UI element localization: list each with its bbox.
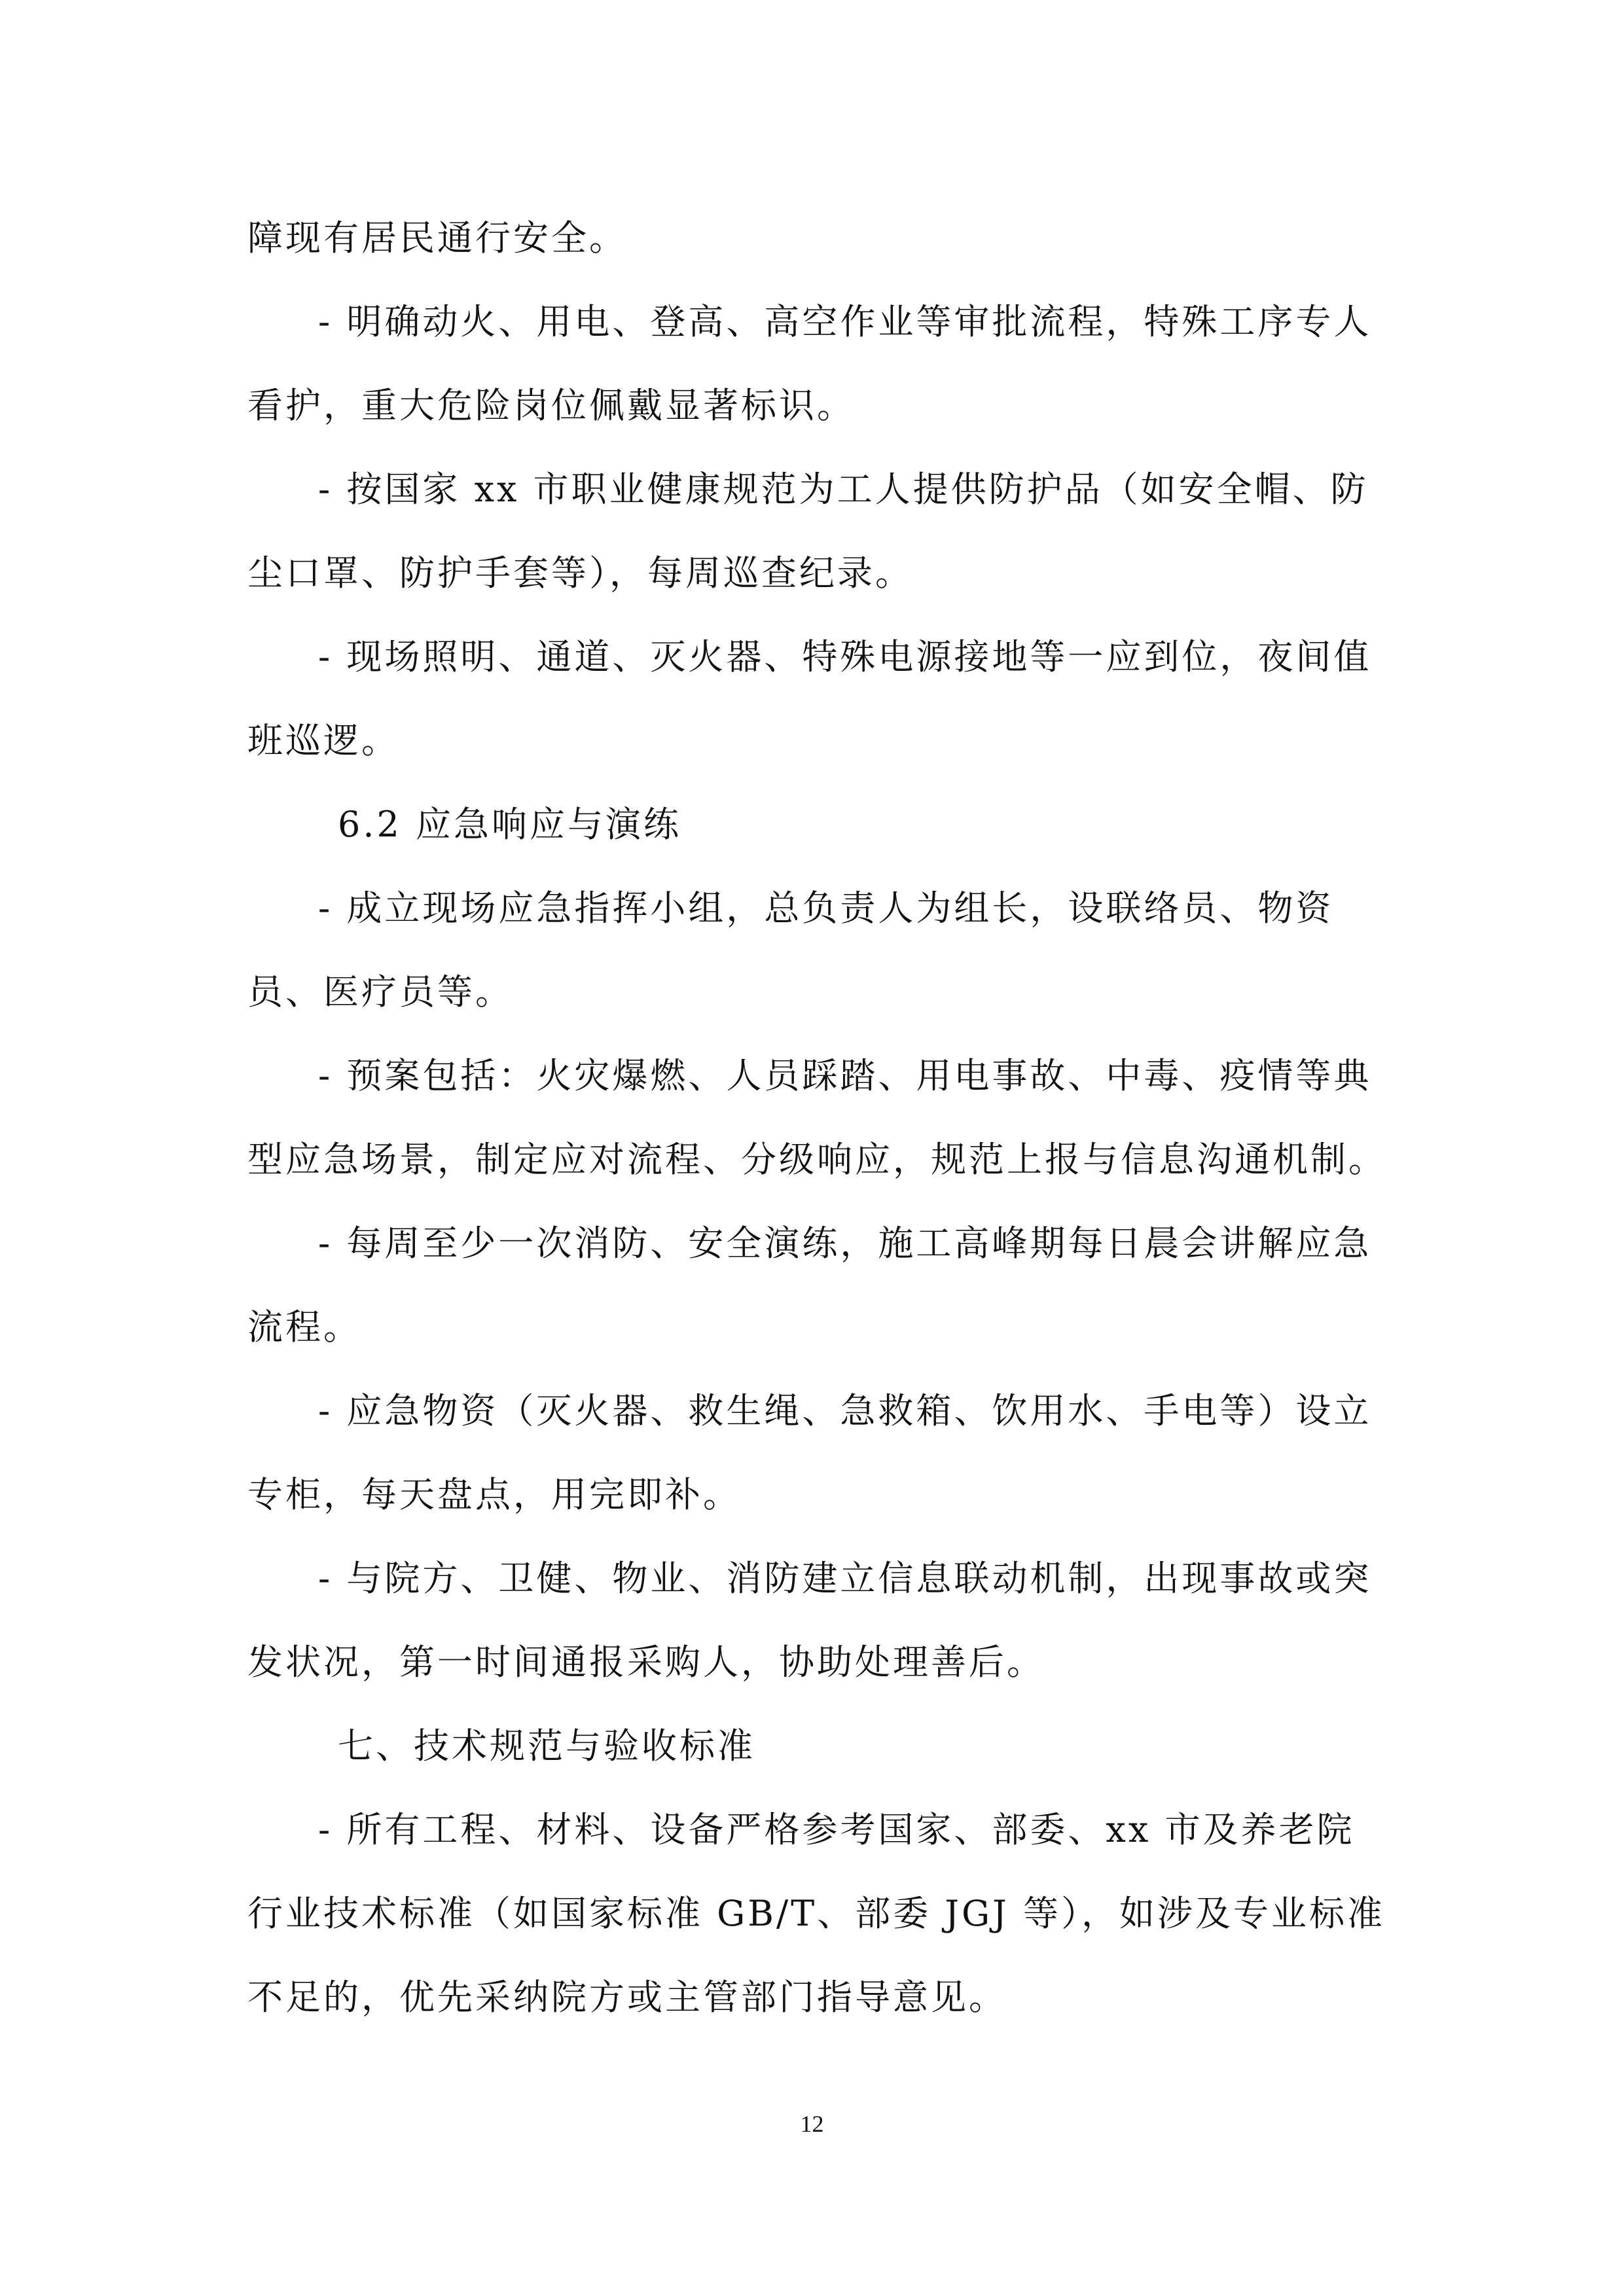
bullet-approval-process: - 明确动火、用电、登高、高空作业等审批流程，特殊工序专人看护，重大危险岗位佩戴显著标识。 — [247, 301, 1372, 426]
bullet-site-lighting: - 现场照明、通道、灭火器、特殊电源接地等一应到位，夜间值班巡逻。 — [247, 636, 1372, 761]
section-heading-emergency-response: 6.2 应急响应与演练 — [338, 804, 682, 845]
bullet-emergency-plan: - 预案包括：火灾爆燃、人员踩踏、用电事故、中毒、疫情等典型应急场景，制定应对流程、分级响应，规范上报与信息沟通机制。 — [247, 1055, 1386, 1180]
bullet-emergency-supplies: - 应急物资（灭火器、救生绳、急救箱、饮用水、手电等）设立专柜，每天盘点，用完即补。 — [247, 1390, 1372, 1515]
bullet-protective-equipment: - 按国家 xx 市职业健康规范为工人提供防护品（如安全帽、防尘口罩、防护手套等），每周巡查纪录。 — [247, 469, 1369, 594]
page-content — [247, 196, 1386, 2039]
paragraph-continuation: 障现有居民通行安全。 — [247, 217, 627, 259]
bullet-linkage-mechanism: - 与院方、卫健、物业、消防建立信息联动机制，出现事故或突发状况，第一时间通报采购人，协助处理善后。 — [247, 1558, 1372, 1683]
section-heading-technical-standards: 七、技术规范与验收标准 — [338, 1725, 755, 1767]
bullet-technical-standards: - 所有工程、材料、设备严格参考国家、部委、xx 市及养老院行业技术标准（如国家标准 GB/T、部委 JGJ 等），如涉及专业标准不足的，优先采纳院方或主管部门指导意见。 — [247, 1809, 1385, 2018]
bullet-command-group: - 成立现场应急指挥小组，总负责人为组长，设联络员、物资员、医疗员等。 — [247, 888, 1334, 1013]
page-number: 12 — [800, 2111, 824, 2137]
bullet-weekly-drill: - 每周至少一次消防、安全演练，施工高峰期每日晨会讲解应急流程。 — [247, 1223, 1372, 1348]
